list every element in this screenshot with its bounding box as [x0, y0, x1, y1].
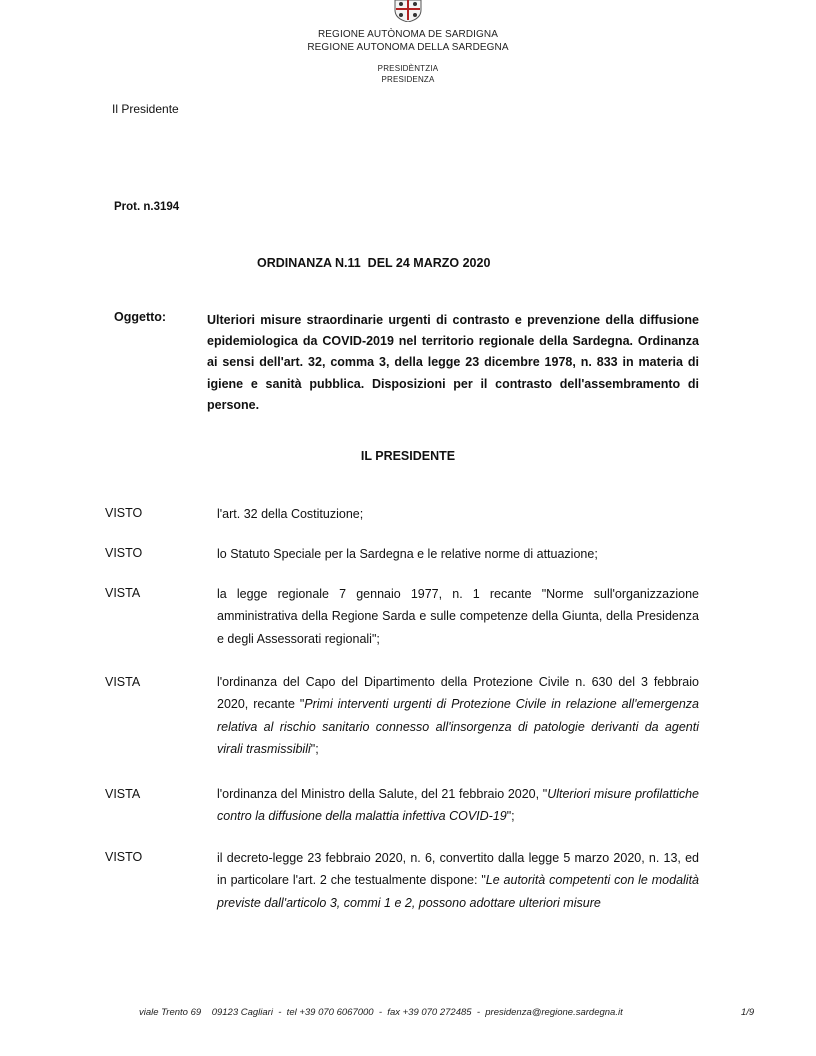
recital-text [217, 847, 699, 914]
office-header [0, 63, 816, 85]
region-name-sardinian: REGIONE AUTÒNOMA DE SARDIGNA [317, 29, 499, 40]
recital-text-end: "; [310, 741, 319, 756]
office-name-sardinian: PRESIDÈNTZIA [377, 64, 439, 73]
regional-coat-of-arms-icon [389, 0, 427, 22]
recital-text: lo Statuto Speciale per la Sardegna e le relative norme di attuazione; [217, 547, 598, 561]
section-heading: IL PRESIDENTE [360, 449, 456, 463]
recital-label: VISTO [105, 546, 143, 560]
recital-text: la legge regionale 7 gennaio 1977, n. 1 recante "Norme sull'organizzazione amministrativa della Regione Sarda e sulle competenze della Giunta, della Presidenza e degli Assessorati regionali"; [217, 587, 699, 646]
subject-label: Oggetto: [114, 310, 167, 324]
recital-label: VISTO [105, 850, 143, 864]
recital-text [217, 783, 699, 828]
subject-text: Ulteriori misure straordinarie urgenti di contrasto e prevenzione della diffusione epidemiologica da COVID-2019 nel territorio regionale della Sardegna. Ordinanza ai sensi dell'art. 32, comma 3, della legge 23 dicembre 1978, n. 833 in materia di igiene e sanità pubblica. Disposizioni per il contrasto dell'assembramento di persone. [207, 313, 699, 412]
recital-text-end: "; [506, 809, 515, 824]
recital-text-plain: l'ordinanza del Capo del Dipartimento della Protezione Civile n. 630 del 3 febbraio 2020, recante " [217, 675, 699, 712]
recital-text-quoted: Ulteriori misure profilattiche contro la diffusione della malattia infettiva COVID-19 [217, 787, 700, 824]
region-name-header [0, 28, 816, 54]
recital-text-quoted: Primi interventi urgenti di Protezione Civile in relazione all'emergenza relativa al rischio sanitario connesso all'insorgenza di patologie derivanti da agenti virali trasmissibili [217, 697, 700, 756]
recital-label: VISTO [105, 506, 143, 520]
recital-label: VISTA [105, 675, 141, 689]
footer-contact: viale Trento 69 09123 Cagliari - tel +39 070 6067000 - fax +39 070 272485 - presidenza@regione.sardegna.it [139, 1007, 623, 1018]
protocol-number: Prot. n.3194 [114, 201, 180, 213]
office-name-italian: PRESIDENZA [381, 75, 435, 84]
ordinance-title: ORDINANZA N.11 DEL 24 MARZO 2020 [257, 256, 491, 270]
recital-label: VISTA [105, 586, 141, 600]
recital-text: l'art. 32 della Costituzione; [217, 507, 364, 521]
region-name-italian: REGIONE AUTONOMA DELLA SARDEGNA [307, 42, 509, 53]
recital-text-quoted: Le autorità competenti con le modalità previste dall'articolo 3, commi 1 e 2, possono adottare ulteriori misure [217, 873, 699, 910]
recital-text-plain: l'ordinanza del Ministro della Salute, del 21 febbraio 2020, " [217, 787, 548, 801]
president-label: Il Presidente [112, 102, 179, 116]
recital-label: VISTA [105, 787, 141, 801]
recital-text [217, 671, 699, 760]
recital-text-plain: il decreto-legge 23 febbraio 2020, n. 6, convertito dalla legge 5 marzo 2020, n. 13, ed in particolare l'art. 2 che testualmente dispone: " [217, 851, 699, 888]
page-number: 1/9 [741, 1007, 755, 1018]
